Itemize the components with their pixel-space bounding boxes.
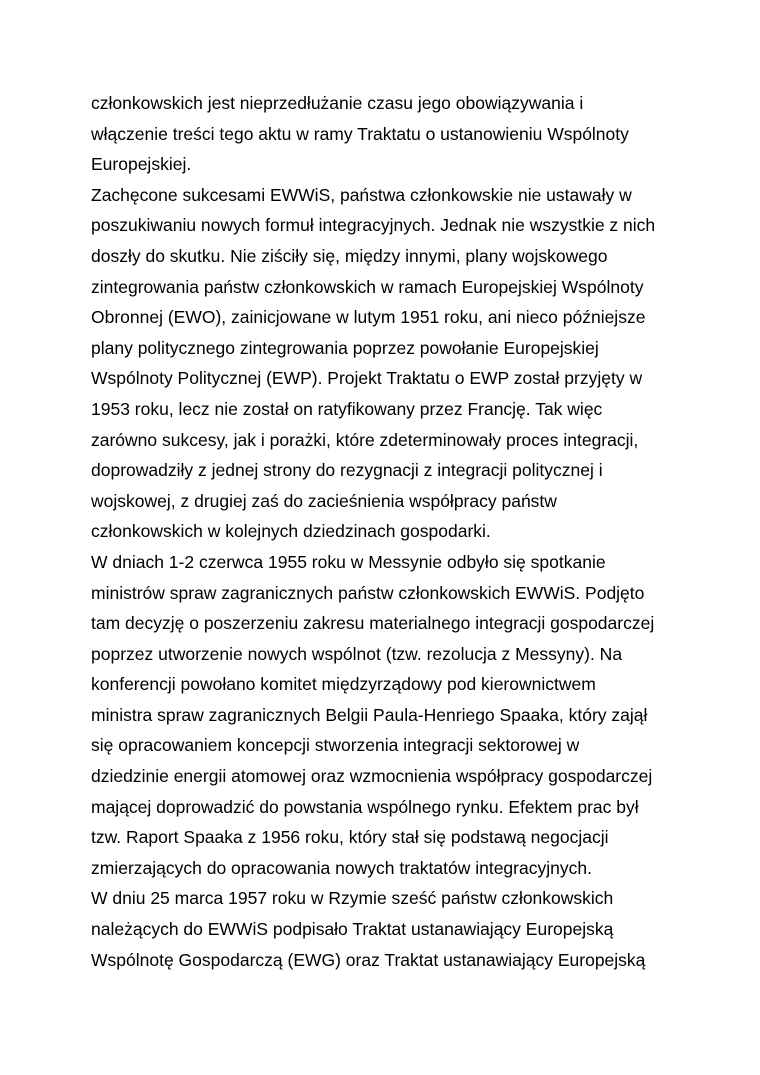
text-line: dziedzinie energii atomowej oraz wzmocnienia współpracy gospodarczej	[91, 766, 653, 787]
text-line: należących do EWWiS podpisało Traktat ustanawiający Europejską	[91, 919, 614, 940]
text-line: członkowskich jest nieprzedłużanie czasu jego obowiązywania i	[91, 93, 584, 113]
text-line: W dniach 1-2 czerwca 1955 roku w Messynie odbyło się spotkanie	[91, 551, 606, 572]
text-line: zarówno sukcesy, jak i porażki, które zdeterminowały proces integracji,	[91, 429, 639, 450]
text-line: poszukiwaniu nowych formuł integracyjnych. Jednak nie wszystkie z nich	[91, 215, 656, 236]
text-line: W dniu 25 marca 1957 roku w Rzymie sześć państw członkowskich	[91, 888, 614, 909]
text-line: wojskowej, z drugiej zaś do zacieśnienia współpracy państw	[91, 490, 557, 511]
text-line: członkowskich w kolejnych dziedzinach gospodarki.	[91, 521, 491, 542]
text-line: Wspólnoty Politycznej (EWP). Projekt Traktatu o EWP został przyjęty w	[91, 368, 643, 389]
text-line: ministrów spraw zagranicznych państw członkowskich EWWiS. Podjęto	[91, 582, 645, 603]
text-line: mającej doprowadzić do powstania wspólnego rynku. Efektem prac był	[91, 796, 639, 817]
body-text	[91, 88, 691, 975]
text-line: Wspólnotę Gospodarczą (EWG) oraz Traktat ustanawiający Europejską	[91, 949, 646, 970]
text-line: poprzez utworzenie nowych wspólnot (tzw. rezolucja z Messyny). Na	[91, 643, 623, 664]
text-line: Obronnej (EWO), zainicjowane w lutym 1951 roku, ani nieco późniejsze	[91, 307, 646, 328]
text-line: ministra spraw zagranicznych Belgii Paula-Henriego Spaaka, który zajął	[91, 704, 648, 725]
text-line: zintegrowania państw członkowskich w ramach Europejskiej Wspólnoty	[91, 276, 644, 297]
text-line: zmierzających do opracowania nowych traktatów integracyjnych.	[91, 857, 592, 878]
text-line: się opracowaniem koncepcji stworzenia integracji sektorowej w	[91, 735, 580, 756]
text-line: Europejskiej.	[91, 154, 192, 175]
text-line: plany politycznego zintegrowania poprzez powołanie Europejskiej	[91, 337, 599, 358]
text-line: 1953 roku, lecz nie został on ratyfikowany przez Francję. Tak więc	[91, 398, 603, 419]
text-line: doszły do skutku. Nie ziściły się, między innymi, plany wojskowego	[91, 245, 608, 266]
text-line: Zachęcone sukcesami EWWiS, państwa członkowskie nie ustawały w	[91, 184, 632, 205]
text-line: włączenie treści tego aktu w ramy Traktatu o ustanowieniu Wspólnoty	[91, 123, 629, 144]
text-line: konferencji powołano komitet międzyrządowy pod kierownictwem	[91, 674, 596, 695]
text-line: tam decyzję o poszerzeniu zakresu materialnego integracji gospodarczej	[91, 613, 655, 634]
text-line: tzw. Raport Spaaka z 1956 roku, który stał się podstawą negocjacji	[91, 827, 609, 848]
text-line: doprowadziły z jednej strony do rezygnacji z integracji politycznej i	[91, 460, 603, 481]
